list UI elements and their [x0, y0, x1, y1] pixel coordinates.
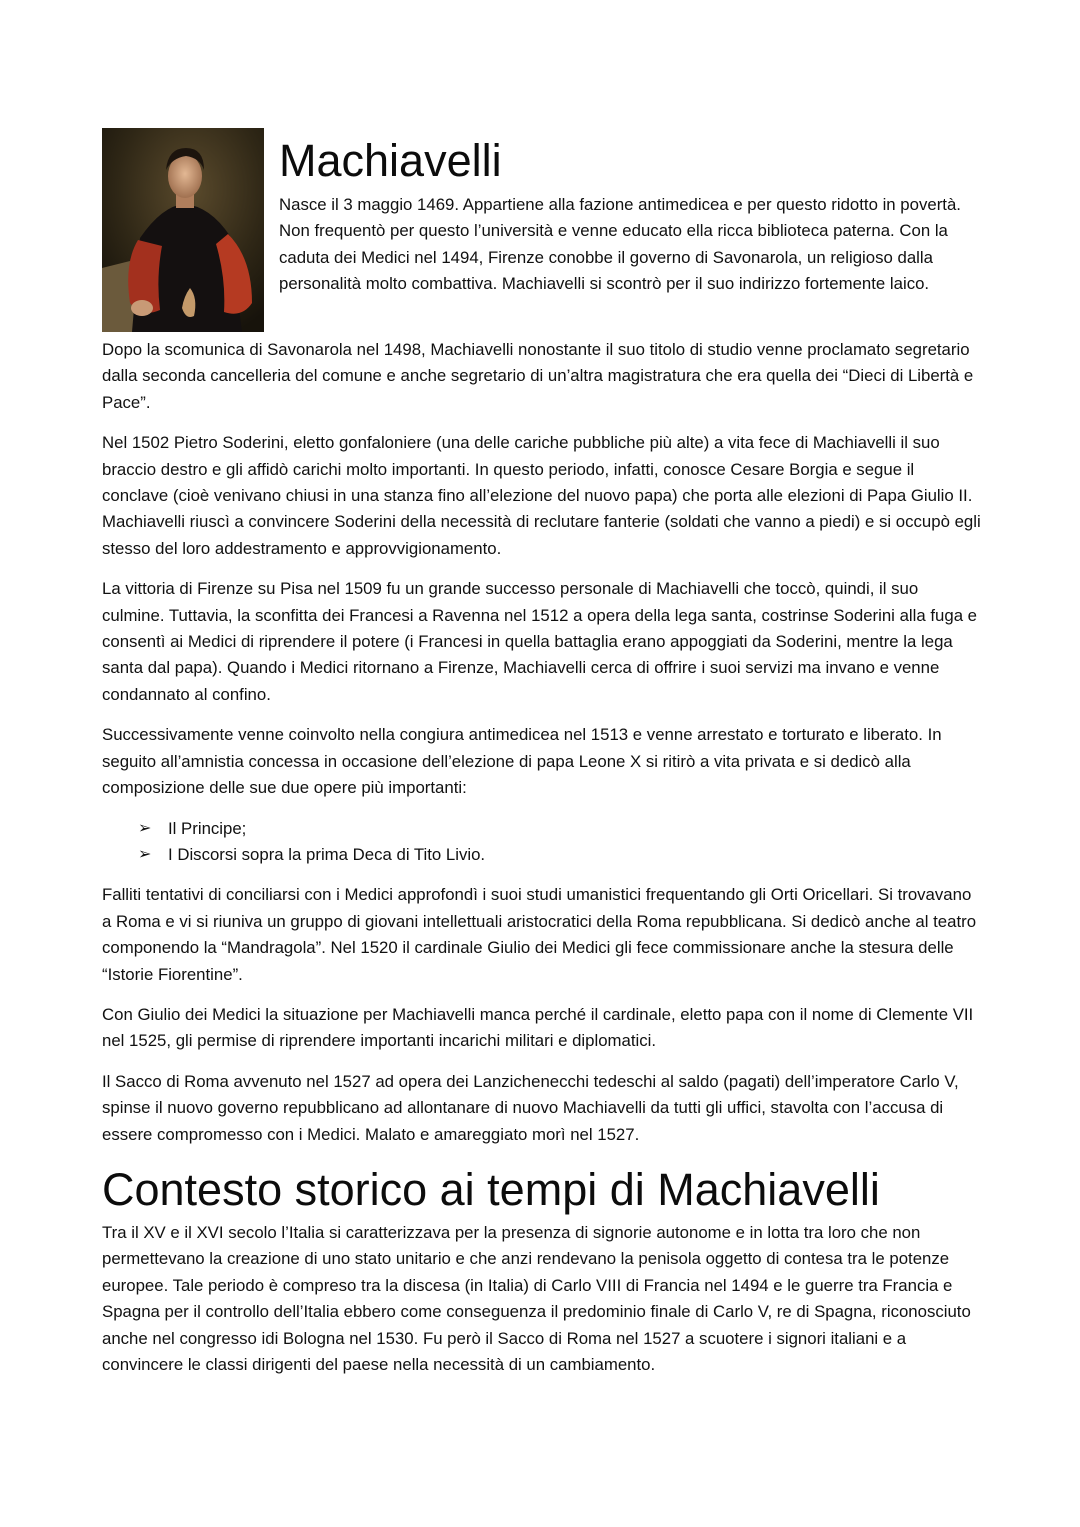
paragraph-4: Successivamente venne coinvolto nella congiura antimedicea nel 1513 e venne arrestato e torturato e liberato. In seguito all’amnistia concessa in occasione dell’elezione di papa Leone X si ritirò a vita privata e si dedicò alla composizione delle sue due opere più importanti:: [102, 725, 942, 798]
machiavelli-portrait: [102, 128, 264, 332]
paragraph-7: Il Sacco di Roma avvenuto nel 1527 ad opera dei Lanzichenecchi tedeschi al saldo (pagati) dell’imperatore Carlo V, spinse il nuovo governo repubblicano ad allontanare di nuovo Machiavelli da tutti gli uffici, stavolta con l’accusa di essere compromesso con i Medici. Malato e amareggiato morì nel 1527.: [102, 1071, 959, 1144]
arrow-bullet-icon: ➢: [138, 845, 152, 863]
list-item-text: I Discorsi sopra la prima Deca di Tito Livio.: [168, 844, 486, 864]
paragraph-6: Con Giulio dei Medici la situazione per Machiavelli manca perché il cardinale, eletto papa con il nome di Clemente VII nel 1525, gli permise di riprendere importanti incarichi militari e diplomatici.: [102, 1004, 974, 1051]
paragraph-5: Falliti tentativi di conciliarsi con i Medici approfondì i suoi studi umanistici frequentando gli Orti Oricellari. Si trovavano a Roma e vi si riuniva un gruppo di giovani intellettuali aristocratici della Roma repubblicana. Si dedicò anche al teatro componendo la “Mandragola”. Nel 1520 il cardinale Giulio dei Medici gli fece commissionare anche la stesura delle “Istorie Fiorentine”.: [102, 885, 977, 984]
arrow-bullet-icon: ➢: [138, 819, 152, 837]
section-paragraph: Tra il XV e il XVI secolo l’Italia si caratterizzava per la presenza di signorie autonome e in lotta tra loro che non permettevano la creazione di uno stato unitario e che anzi rendevano la penisola oggetto di contesa tra le potenze europee. Tale periodo è compreso tra la discesa (in Italia) di Carlo VIII di Francia nel 1494 e le guerre tra Francia e Spagna per il controllo dell’Italia ebbero come conseguenza il predominio finale di Carlo V, re di Spagna, riconosciuto anche nel congresso idi Bologna nel 1530. Fu però il Sacco di Roma nel 1527 a scuotere i signori italiani e a convincere le classi dirigenti del paese nella necessità di un cambiamento.: [102, 1222, 971, 1374]
list-item: [138, 816, 982, 842]
paragraph-2: Nel 1502 Pietro Soderini, eletto gonfaloniere (una delle cariche pubbliche più alte) a vita fece di Machiavelli il suo braccio destro e gli affidò carichi molto importanti. In questo periodo, infatti, conosce Cesare Borgia e segue il conclave (cioè venivano chiusi in una stanza fino all’elezione del nuovo papa) che porta alle elezioni di Papa Giulio II. Machiavelli riuscì a convincere Soderini della necessità di reclutare fanterie (soldati che vanno a piedi) e si occupò egli stesso del loro addestramento e approvvigionamento.: [102, 433, 981, 558]
intro-paragraph: Nasce il 3 maggio 1469. Appartiene alla fazione antimedicea e per questo ridotto in povertà. Non frequentò per questo l’università e venne educato ella ricca biblioteca paterna. Con la caduta dei Medici nel 1494, Firenze conobbe il governo di Savonarola, un religioso dalla personalità molto combattiva. Machiavelli si scontrò per il suo indirizzo fortemente laico.: [279, 195, 961, 294]
works-list: [102, 816, 982, 869]
paragraph-1: Dopo la scomunica di Savonarola nel 1498, Machiavelli nonostante il suo titolo di studio venne proclamato segretario dalla seconda cancelleria del comune e anche segretario di un’altra magistratura che era quella dei “Dieci di Libertà e Pace”.: [102, 340, 974, 412]
paragraph-3: La vittoria di Firenze su Pisa nel 1509 fu un grande successo personale di Machiavelli che toccò, quindi, il suo culmine. Tuttavia, la sconfitta dei Francesi a Ravenna nel 1512 a opera della lega santa, costrinse Soderini alla fuga e consentì ai Medici di riprendere il potere (i Francesi in quella battaglia erano appoggiati da Soderini, mentre la lega santa dal papa). Quando i Medici ritornano a Firenze, Machiavelli cerca di offrire i suoi servizi ma invano e venne condannato al confino.: [102, 579, 978, 704]
page-title: Machiavelli: [279, 135, 502, 186]
list-item-text: Il Principe;: [168, 818, 247, 838]
section-title: Contesto storico ai tempi di Machiavelli: [102, 1163, 880, 1215]
intro-block: [279, 132, 984, 298]
list-item: [138, 842, 982, 868]
body-text: [102, 337, 982, 1392]
